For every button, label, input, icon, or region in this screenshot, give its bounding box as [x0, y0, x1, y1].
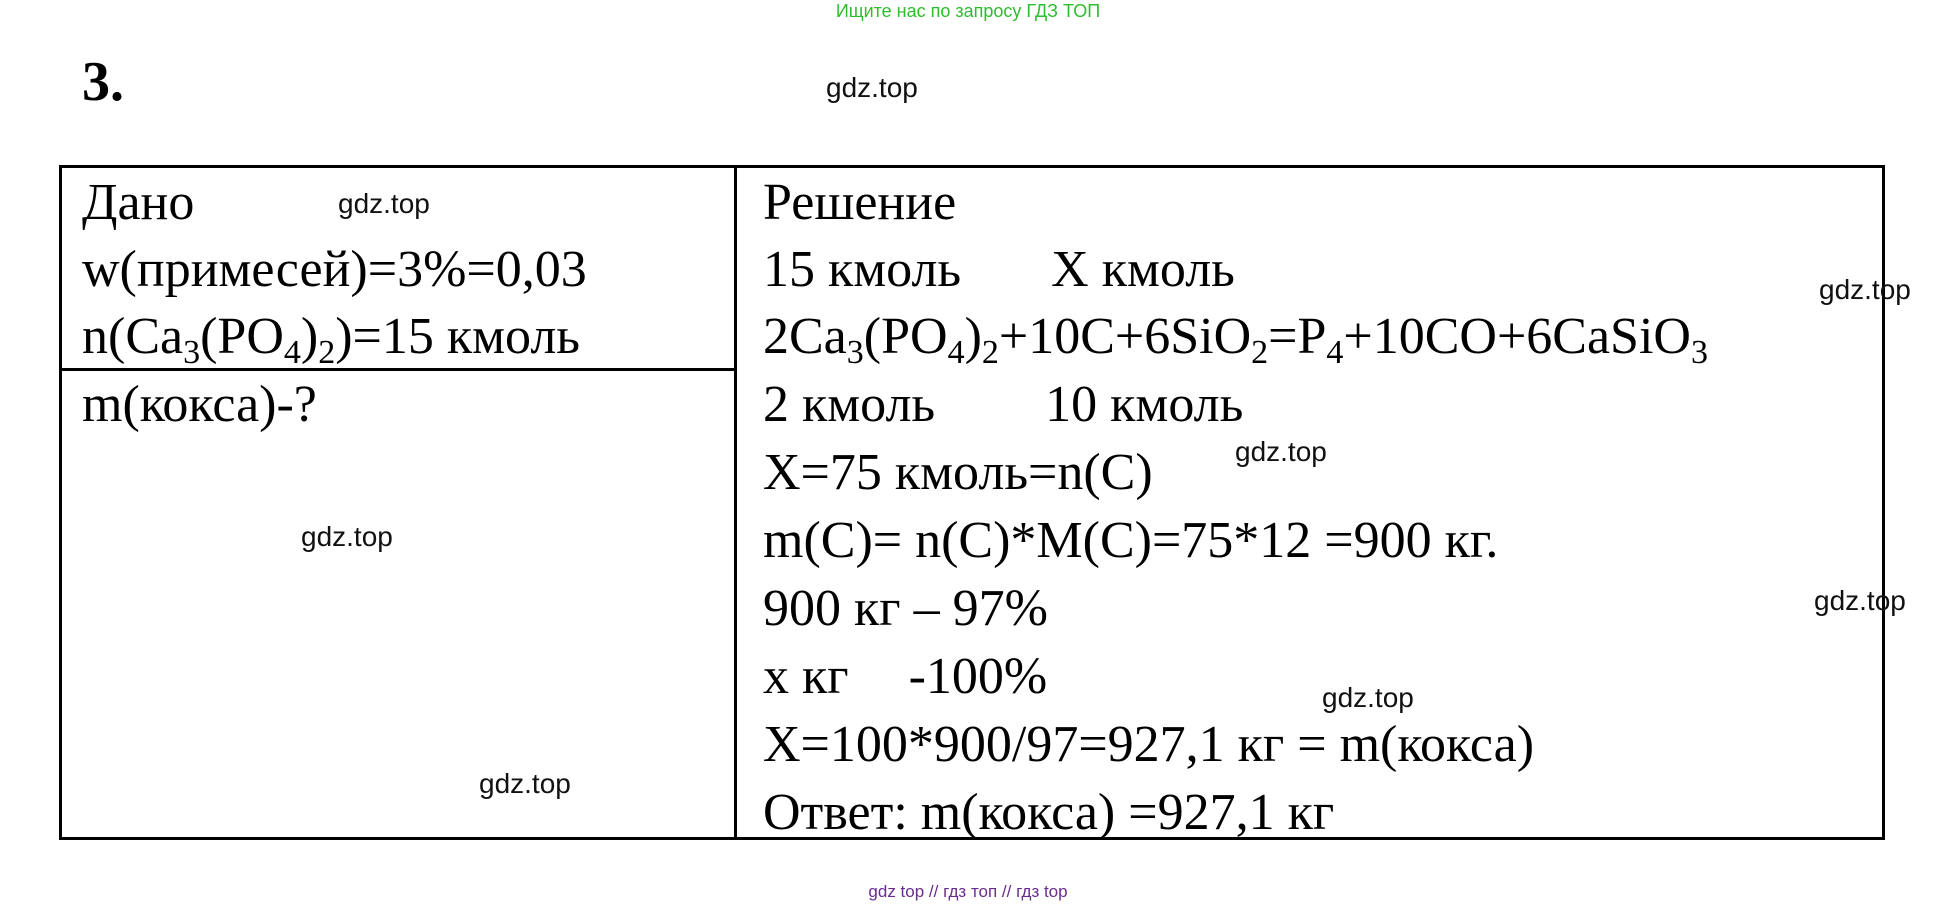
- watermark: gdz.top: [338, 188, 430, 219]
- given-amount: $n(Ca_3(PO_4)_2)=15$ кмоль: [82, 308, 581, 371]
- find-value: m(кокса)-?: [82, 376, 317, 433]
- coke-calculation: X=100*900/97=927,1 кг = m(кокса): [763, 716, 1535, 773]
- column-divider: [734, 165, 737, 840]
- task-number: 3.: [82, 51, 124, 113]
- mass-carbon: m(C)= n(C)*M(C)=75*12 =900 кг.: [763, 512, 1499, 569]
- solution-title: Решение: [763, 174, 957, 231]
- reaction-equation: $2Ca_3(PO_4)_2+10C+6SiO_2=P_4+10CO+6CaSiO_3$: [763, 308, 1708, 371]
- x-value: X=75 кмоль=n(C): [763, 444, 1153, 501]
- footer-links[interactable]: gdz top // гдз топ // гдз top: [868, 882, 1068, 901]
- watermark: gdz.top: [826, 72, 918, 103]
- moles-under-equation: 2 кмоль 10 кмоль: [763, 376, 1244, 433]
- given-title: Дано: [82, 174, 195, 231]
- given-impurity: w(примесей)=3%=0,03: [82, 241, 587, 298]
- watermark: gdz.top: [301, 521, 393, 552]
- moles-over-equation: 15 кмоль X кмоль: [763, 241, 1235, 298]
- watermark: gdz.top: [1322, 682, 1414, 713]
- proportion-line-2: x кг -100%: [763, 648, 1048, 705]
- answer: Ответ: m(кокса) =927,1 кг: [763, 784, 1335, 841]
- watermark: gdz.top: [1819, 274, 1911, 305]
- watermark: gdz.top: [1814, 585, 1906, 616]
- row-divider: [59, 368, 737, 371]
- watermark: gdz.top: [1235, 436, 1327, 467]
- watermark: gdz.top: [479, 768, 571, 799]
- proportion-line-1: 900 кг – 97%: [763, 580, 1048, 637]
- top-banner: Ищите нас по запросу ГДЗ ТОП: [835, 1, 1101, 21]
